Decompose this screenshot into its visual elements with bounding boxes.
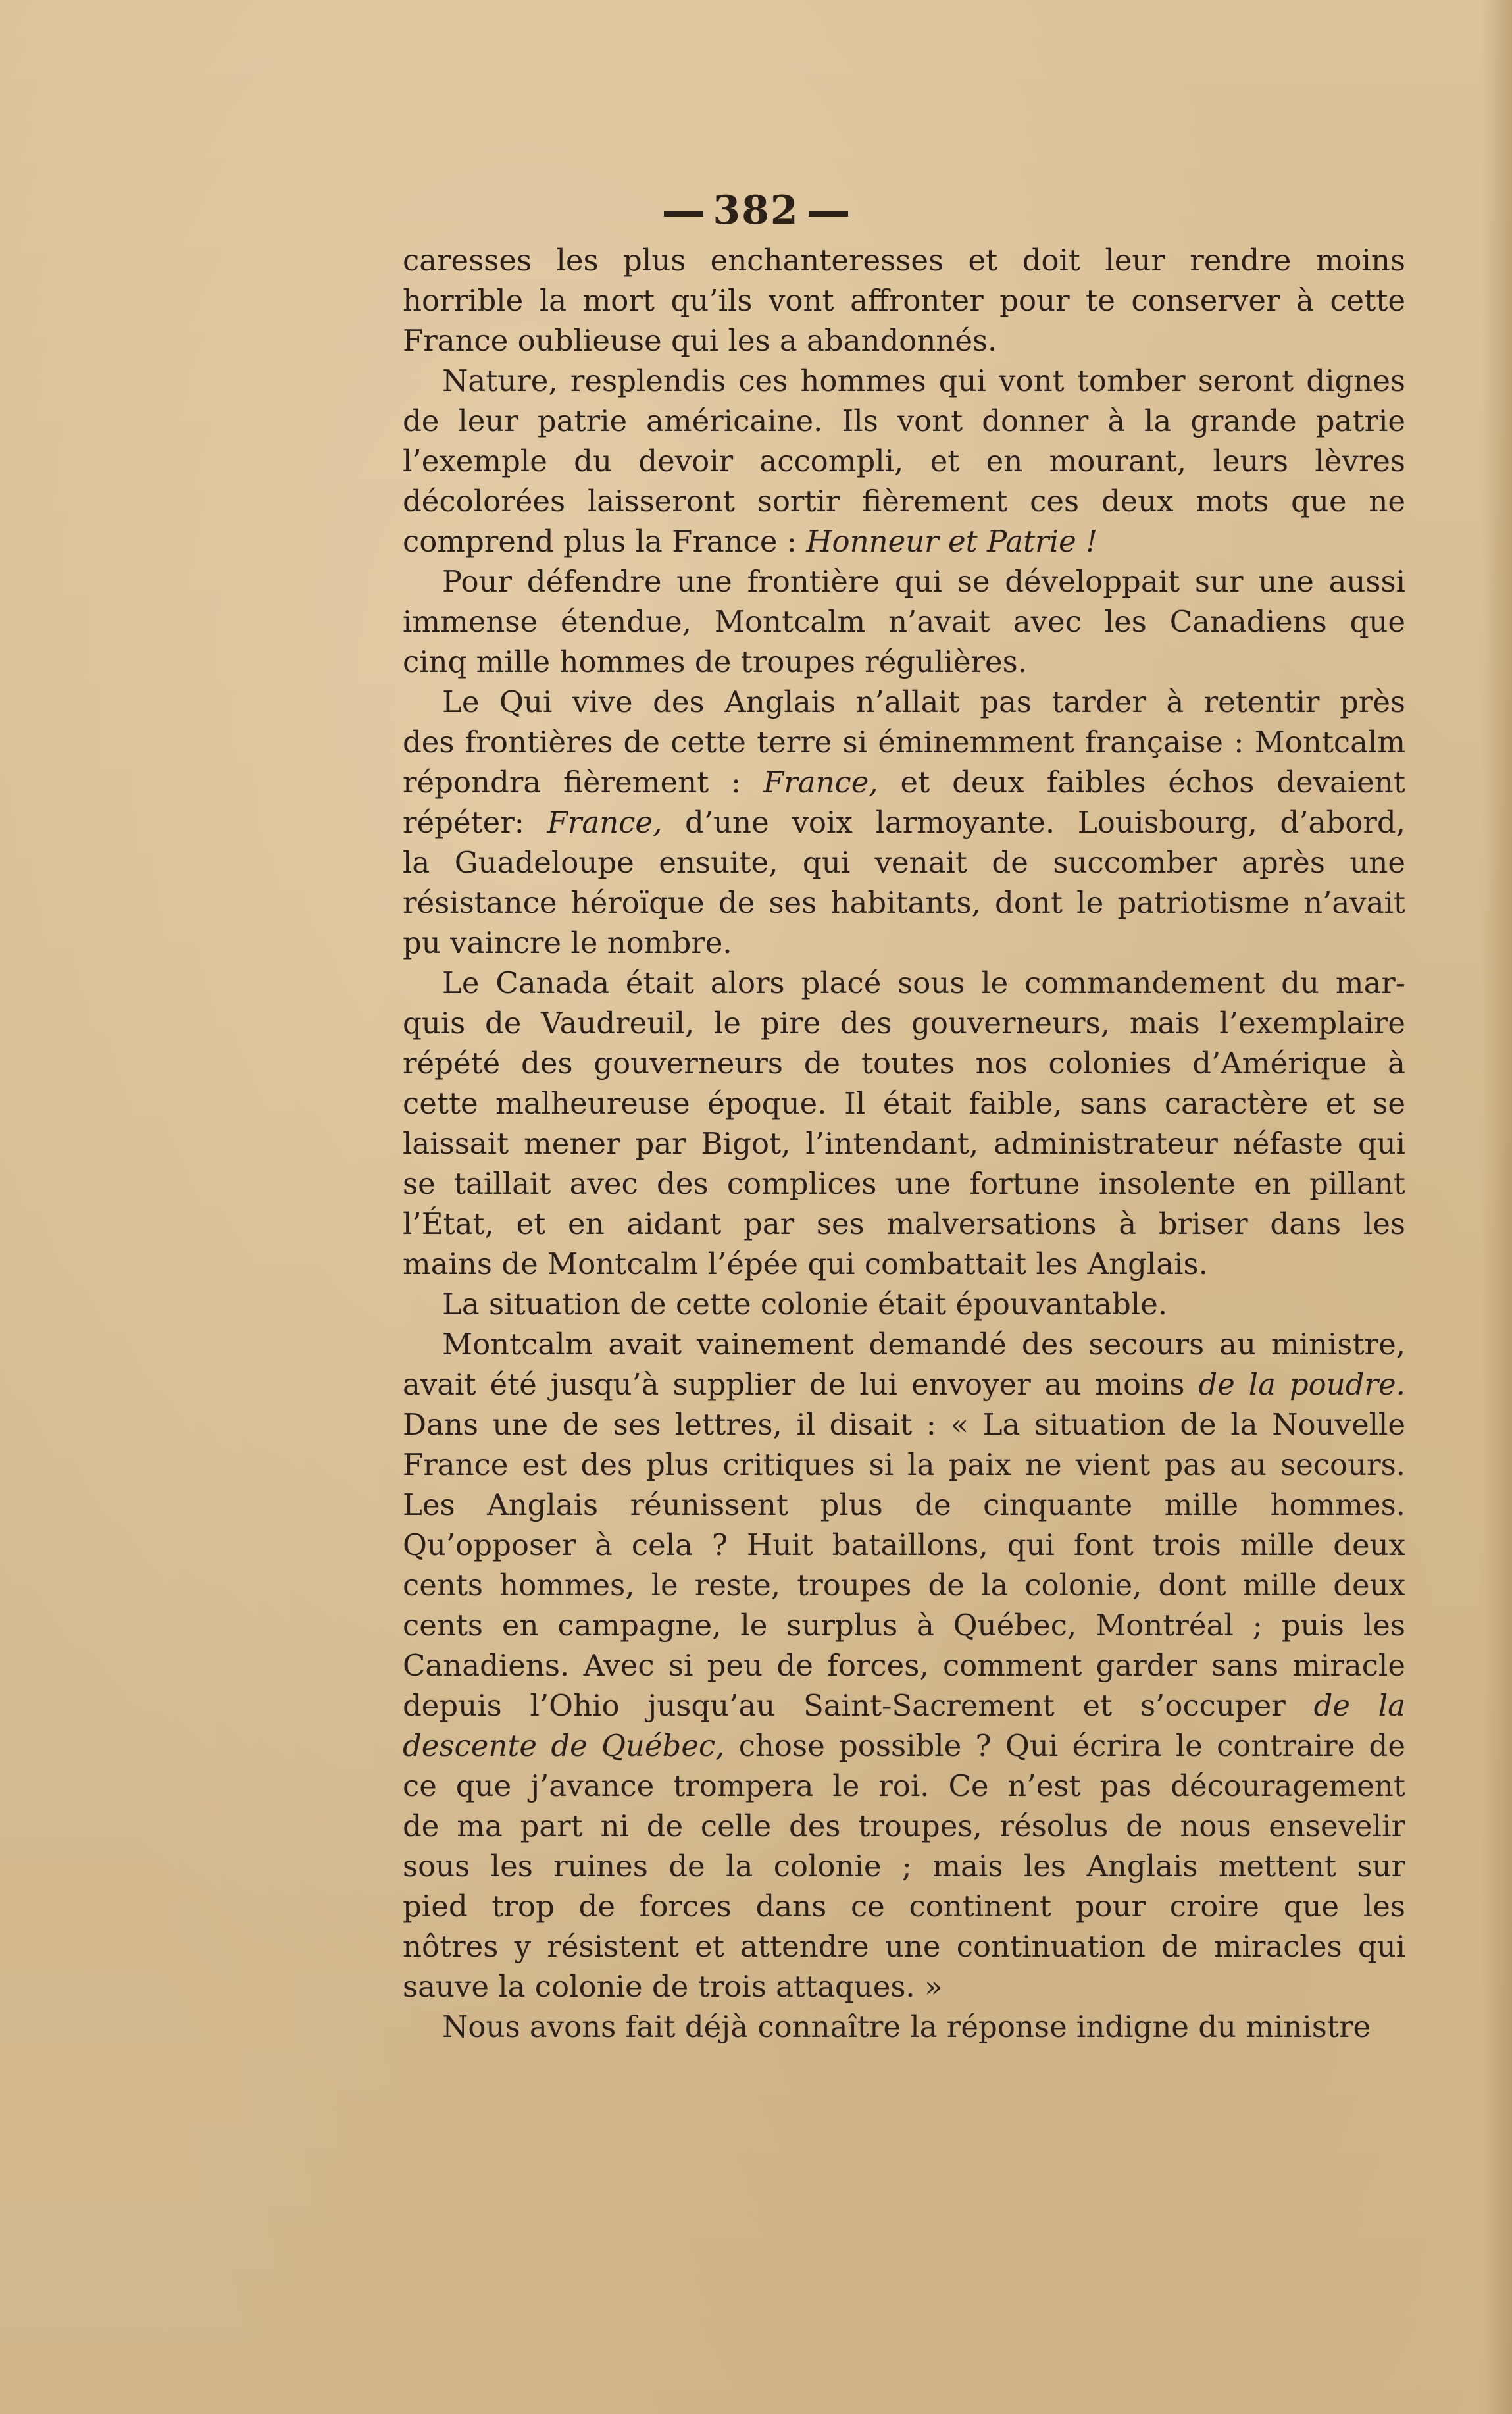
text-line — [403, 1846, 1405, 1886]
text-line — [403, 1926, 1405, 1966]
text-line — [403, 923, 1405, 963]
text-segment: chose possible ? Qui écrira le contraire de — [724, 1728, 1405, 1763]
paragraph — [403, 561, 1405, 682]
text-line — [403, 1123, 1405, 1164]
text-line — [403, 561, 1405, 602]
text-segment: caresses les plus enchanteresses et doit leur rendre moins — [403, 243, 1405, 278]
page-number: 382 — [713, 188, 799, 234]
text-segment: des frontières de cette terre si éminemment française : Montcalm — [403, 725, 1405, 759]
text-line — [403, 1645, 1405, 1685]
paragraph — [403, 1284, 1405, 1324]
text-segment: laissait mener par Bigot, l’intendant, administrateur néfaste qui — [403, 1126, 1405, 1161]
paragraph — [403, 1324, 1405, 2007]
text-line — [403, 1324, 1405, 1364]
text-segment: répondra fièrement : — [403, 765, 764, 800]
text-line — [403, 1043, 1405, 1083]
text-line — [403, 1164, 1405, 1204]
text-line — [403, 802, 1405, 842]
text-line — [403, 642, 1405, 682]
text-line — [403, 722, 1405, 762]
text-segment: se taillait avec des complices une fortune insolente en pillant — [403, 1166, 1405, 1201]
text-segment: pied trop de forces dans ce continent pour croire que les — [403, 1889, 1405, 1924]
text-segment: Canadiens. Avec si peu de forces, comment garder sans miracle — [403, 1648, 1405, 1683]
text-line — [403, 842, 1405, 883]
text-segment: depuis l’Ohio jusqu’au Saint-Sacrement et s’occuper — [403, 1688, 1314, 1723]
text-segment: Qu’opposer à cela ? Huit bataillons, qui font trois mille deux — [403, 1528, 1405, 1562]
text-segment: nôtres y résistent et attendre une continuation de miracles qui — [403, 1929, 1405, 1964]
text-segment: la Guadeloupe ensuite, qui venait de succomber après une — [403, 845, 1405, 880]
text-segment: Nature, resplendis ces hommes qui vont tomber seront dignes — [442, 363, 1405, 398]
text-segment: résistance héroïque de ses habitants, dont le patriotisme n’avait — [403, 885, 1405, 920]
text-line — [403, 1404, 1405, 1445]
text-line — [403, 2007, 1405, 2047]
text-segment: l’État, et en aidant par ses malversations à briser dans les — [403, 1206, 1405, 1241]
text-line — [403, 280, 1405, 321]
text-line — [403, 321, 1405, 361]
text-line — [403, 1284, 1405, 1324]
text-line — [403, 1244, 1405, 1284]
text-line — [403, 1886, 1405, 1926]
text-segment: d’une voix larmoyante. Louisbourg, d’abord, — [662, 805, 1405, 840]
text-line — [403, 1605, 1405, 1645]
paragraph — [403, 2007, 1405, 2047]
text-segment: Montcalm avait vainement demandé des secours au ministre, — [442, 1327, 1405, 1362]
italic-text: Honneur et Patrie ! — [806, 524, 1098, 559]
text-segment: répété des gouverneurs de toutes nos colonies d’Amérique à — [403, 1046, 1405, 1081]
text-line — [403, 602, 1405, 642]
text-line — [403, 682, 1405, 722]
left-dash-ornament — [664, 211, 703, 217]
text-line — [403, 1445, 1405, 1485]
page-number-header — [0, 188, 1512, 234]
italic-text: de la — [1313, 1688, 1405, 1723]
text-line — [403, 1485, 1405, 1525]
text-segment: et deux faibles échos devaient — [878, 765, 1405, 800]
text-segment: l’exemple du devoir accompli, et en mourant, leurs lèvres — [403, 444, 1405, 478]
text-segment: cinq mille hommes de troupes régulières. — [403, 644, 1028, 679]
body-text — [403, 240, 1405, 2047]
text-segment: de leur patrie américaine. Ils vont donner à la grande patrie — [403, 403, 1405, 438]
paragraph — [403, 682, 1405, 963]
text-line — [403, 401, 1405, 441]
right-dash-ornament — [809, 211, 848, 217]
text-segment: ce que j’avance trompera le roi. Ce n’est pas découragement — [403, 1768, 1405, 1803]
italic-text: France, — [763, 765, 878, 800]
text-segment: mains de Montcalm l’épée qui combattait les Anglais. — [403, 1246, 1208, 1281]
text-segment: comprend plus la France : — [403, 524, 807, 559]
text-segment: Le Canada était alors placé sous le commandement du mar- — [442, 965, 1405, 1000]
italic-text: descente de Québec, — [403, 1728, 725, 1763]
text-line — [403, 762, 1405, 802]
text-line — [403, 1966, 1405, 2007]
text-segment: répéter: — [403, 805, 547, 840]
text-segment: La situation de cette colonie était épouvantable. — [442, 1287, 1168, 1322]
text-segment: cette malheureuse époque. Il était faible, sans caractère et se — [403, 1086, 1405, 1121]
paragraph — [403, 240, 1405, 361]
paragraph — [403, 361, 1405, 561]
text-line — [403, 1565, 1405, 1605]
page-edge-shadow — [1482, 0, 1512, 2414]
text-segment: avait été jusqu’à supplier de lui envoyer au moins — [403, 1367, 1199, 1402]
text-line — [403, 963, 1405, 1003]
text-segment: France oublieuse qui les a abandonnés. — [403, 323, 997, 358]
italic-text: de la poudre. — [1198, 1367, 1405, 1402]
text-line — [403, 361, 1405, 401]
text-segment: cents en campagne, le surplus à Québec, Montréal ; puis les — [403, 1608, 1405, 1643]
text-line — [403, 240, 1405, 280]
text-segment: Pour défendre une frontière qui se développait sur une aussi — [442, 564, 1405, 599]
text-line — [403, 481, 1405, 521]
text-segment: Les Anglais réunissent plus de cinquante mille hommes. — [403, 1487, 1405, 1522]
text-line — [403, 1766, 1405, 1806]
text-segment: Dans une de ses lettres, il disait : « La situation de la Nouvelle — [403, 1407, 1405, 1442]
text-line — [403, 441, 1405, 481]
text-line — [403, 1726, 1405, 1766]
text-line — [403, 883, 1405, 923]
text-line — [403, 521, 1405, 561]
text-segment: France est des plus critiques si la paix ne vient pas au secours. — [403, 1447, 1405, 1482]
text-segment: Nous avons fait déjà connaître la réponse indigne du ministre — [442, 2009, 1371, 2044]
text-line — [403, 1806, 1405, 1846]
text-segment: cents hommes, le reste, troupes de la colonie, dont mille deux — [403, 1568, 1405, 1603]
text-line — [403, 1685, 1405, 1726]
text-segment: pu vaincre le nombre. — [403, 925, 732, 960]
text-line — [403, 1204, 1405, 1244]
text-segment: décolorées laisseront sortir fièrement ces deux mots que ne — [403, 484, 1405, 519]
text-segment: sous les ruines de la colonie ; mais les Anglais mettent sur — [403, 1849, 1405, 1884]
text-segment: Le Qui vive des Anglais n’allait pas tarder à retentir près — [442, 684, 1405, 719]
text-line — [403, 1364, 1405, 1404]
text-segment: immense étendue, Montcalm n’avait avec les Canadiens que — [403, 604, 1405, 639]
text-segment: quis de Vaudreuil, le pire des gouverneurs, mais l’exemplaire — [403, 1006, 1405, 1040]
italic-text: France, — [547, 805, 663, 840]
text-segment: sauve la colonie de trois attaques. » — [403, 1969, 943, 2004]
text-line — [403, 1525, 1405, 1565]
text-line — [403, 1083, 1405, 1123]
text-line — [403, 1003, 1405, 1043]
paragraph — [403, 963, 1405, 1284]
text-segment: horrible la mort qu’ils vont affronter pour te conserver à cette — [403, 283, 1405, 318]
text-segment: de ma part ni de celle des troupes, résolus de nous ensevelir — [403, 1809, 1405, 1843]
